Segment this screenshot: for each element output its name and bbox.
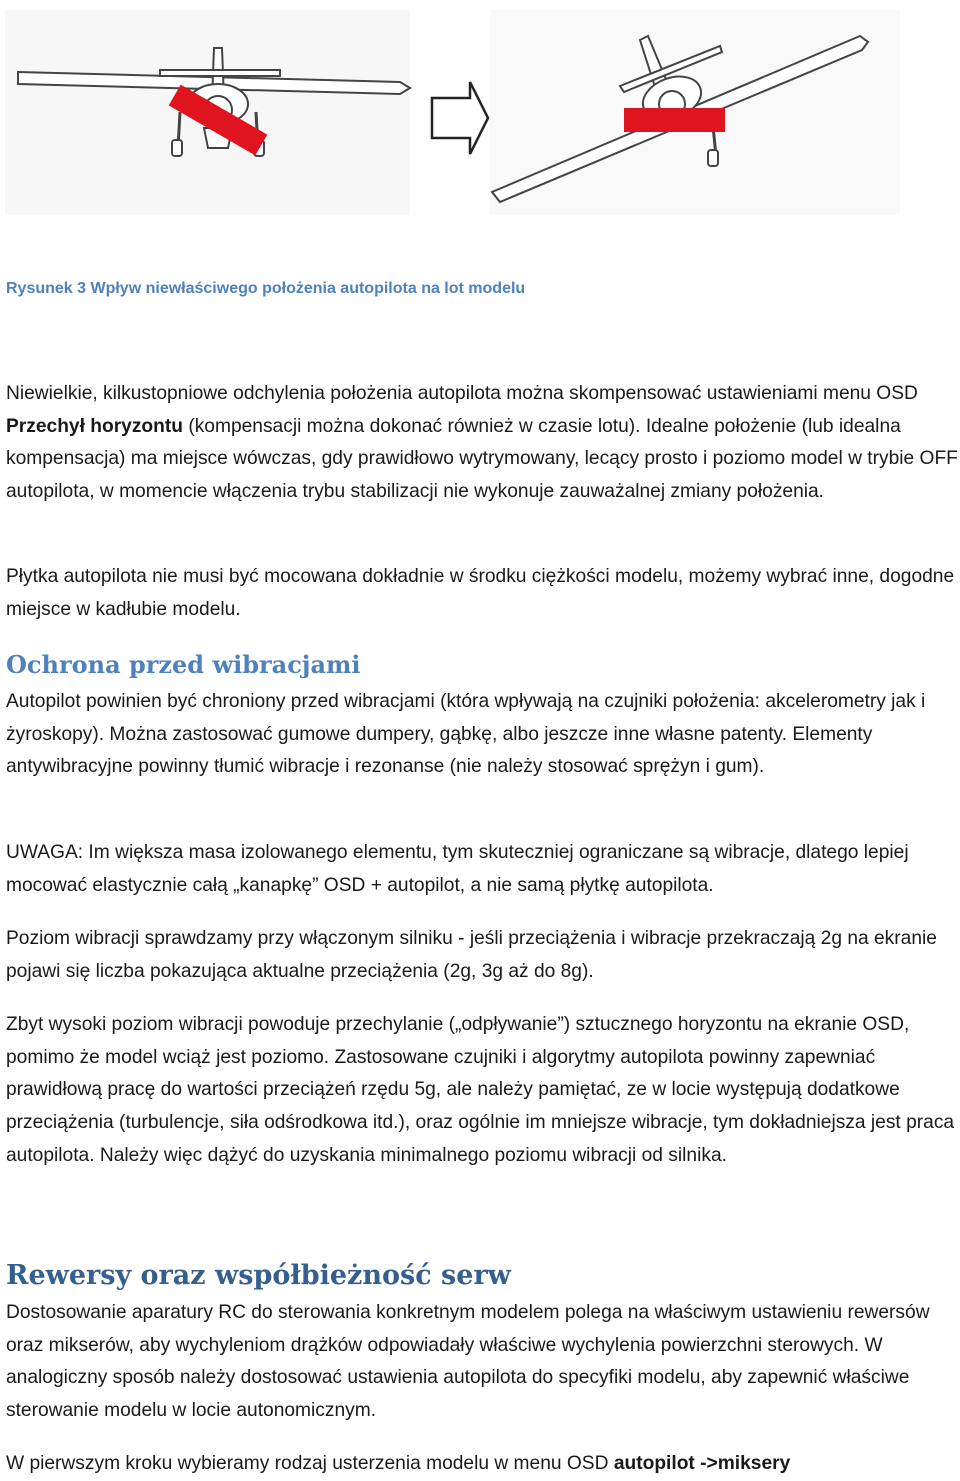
paragraph-text: Niewielkie, kilkustopniowe odchylenia położenia autopilota można skompensować ustawieniami menu OSD xyxy=(6,383,918,404)
paragraph-rc-setup: Dostosowanie aparatury RC do sterowania konkretnym modelem polega na właściwym ustawieniu rewersów oraz mikserów, aby wychyleniom drążków odpowiadały właściwe wychylenia powierzchni sterowych. W analogiczny sposób należy dostosować ustawienia autopilota do specyfiki modelu, aby zapewnić właściwe sterowanie modelu w locie autonomicznym. xyxy=(6,1302,930,1422)
paragraph-mounting: Płytka autopilota nie musi być mocowana dokładnie w środku ciężkości modelu, możemy wybrać inne, dogodne miejsce w kadłubie modelu. xyxy=(6,566,955,620)
heading-servo-reverse: Rewersy oraz współbieżność serw xyxy=(6,1260,511,1291)
figure-autopilot-misalignment xyxy=(0,0,960,230)
menu-path: autopilot ->miksery xyxy=(613,1453,791,1474)
paragraph-text: W pierwszym kroku wybieramy rodzaj usterzenia modelu w menu OSD xyxy=(6,1453,614,1474)
paragraph-vibration: Autopilot powinien być chroniony przed wibracjami (która wpływają na czujniki położenia: akcelerometry jak i żyroskopy). Można zastosować gumowe dumpery, gąbkę, albo jeszcze inne własne patenty. Elementy antywibracyjne powinny tłumić wibracje i rezonanse (nie należy stosować sprężyn i gum). xyxy=(6,691,926,778)
heading-vibration-protection: Ochrona przed wibracjami xyxy=(6,650,361,679)
autopilot-board-right xyxy=(624,108,725,132)
menu-item-name: Przechył horyzontu xyxy=(6,415,183,437)
paragraph-text: (kompensacji można dokonać również w czasie lotu). Idealne położenie (lub idealna kompensacja) ma miejsce wówczas, gdy prawidłowo wytrymowany, lecący prosto i poziomo model w trybie OFF autopilota, w momencie włączenia trybu stabilizacji nie wykonuje zauważalnej zmiany położenia. xyxy=(6,415,958,503)
paragraph-horizon-drift: Zbyt wysoki poziom wibracji powoduje przechylanie („odpływanie”) sztucznego horyzontu na ekranie OSD, pomimo że model wciąż jest poziomo. Zastosowane czujniki i algorytmy autopilota powinny zapewniać prawidłową pracę do wartości przeciążeń rzędu 5g, ale należy pamiętać, ze w locie występują dodatkowe przeciążenia (turbulencje, siła odśrodkowa itd.), oraz ogólnie im mniejsze wibracje, tym dokładniejsza jest praca autopilota. Należy więc dążyć do uzyskania minimalnego poziomu wibracji od silnika. xyxy=(6,1014,955,1166)
right-arrow-icon xyxy=(432,82,488,154)
paragraph-warning: UWAGA: Im większa masa izolowanego elementu, tym skuteczniej ograniczane są wibracje, dlatego lepiej mocować elastycznie całą „kanapkę” OSD + autopilot, a nie samą płytkę autopilota. xyxy=(6,842,909,896)
paragraph-compensation xyxy=(6,378,960,509)
figure-caption: Rysunek 3 Wpływ niewłaściwego położenia autopilota na lot modelu xyxy=(6,280,526,297)
paragraph-vibration-level: Poziom wibracji sprawdzamy przy włączonym silniku - jeśli przeciążenia i wibracje przekraczają 2g na ekranie pojawi się liczba pokazująca aktualne przeciążenia (2g, 3g aż do 8g). xyxy=(6,928,937,982)
paragraph-first-step xyxy=(6,1448,960,1481)
